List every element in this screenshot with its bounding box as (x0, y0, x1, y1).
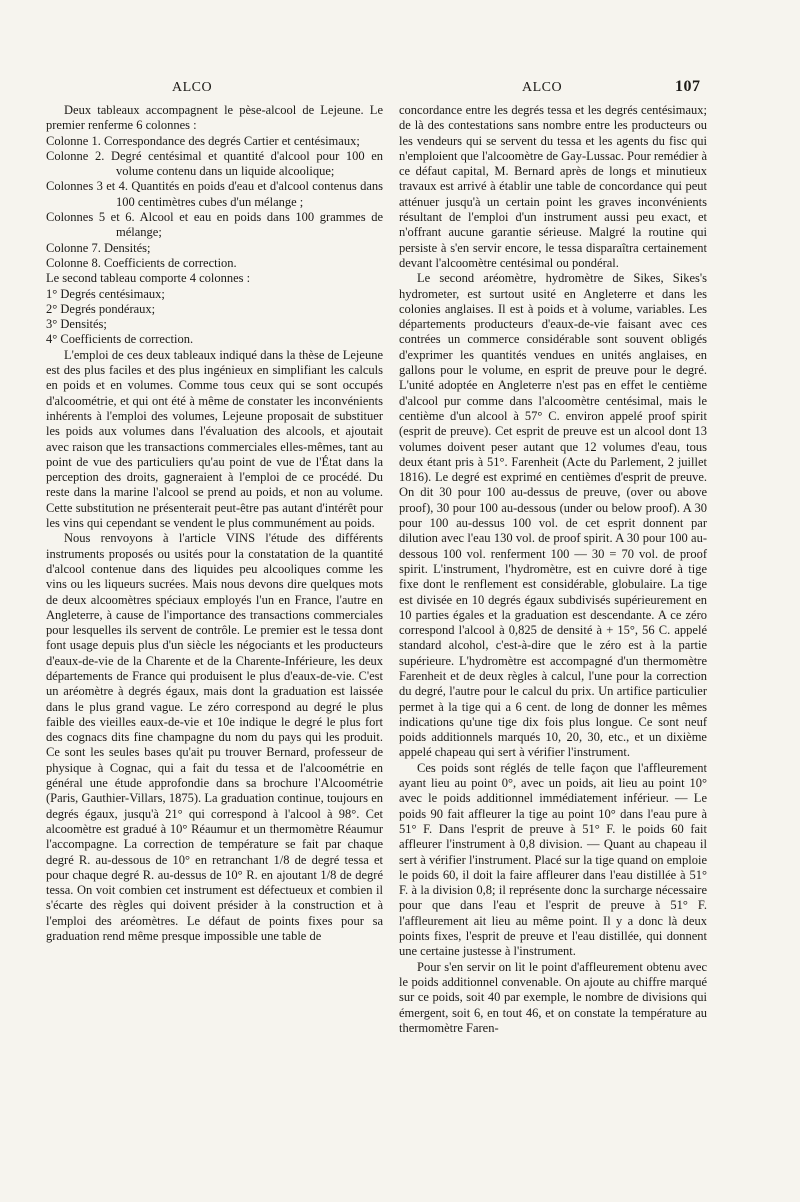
left-text-column (46, 103, 383, 944)
paragraph: 3° Densités; (46, 317, 107, 332)
paragraph: Colonne 1. Correspondance des degrés Cartier et centésimaux; (46, 133, 360, 148)
paragraph: 4° Coefficients de correction. (46, 332, 194, 347)
paragraph: 2° Degrés pondéraux; (46, 301, 156, 316)
paragraph: Ces poids sont réglés de telle façon que l'affleurement ayant lieu au point 0°, avec un poids, ait lieu au point 10° avec le poids additionnel immédiatement inférieur. — Le poids 90 fait affleurer la tige au point 10° dans l'eau pure à 51° F. Dans l'esprit de preuve à 51° F. le poids 60 fait affleurer l'instrument à 0,8 division. — Quant au chapeau il sert à vérifier l'instrument. Placé sur la tige quand on emploie le poids 60, il doit la faire affleurer dans l'eau distillée à 51° F. à la division 0,8; il représente donc la surcharge nécessaire pour que dans l'eau et l'esprit de preuve à 51° F. l'affleurement ait lieu au même point. Il y a donc là deux points fixes, l'esprit de preuve et l'eau distillée, qui donnent une certaine justesse à l'instrument. (399, 760, 707, 959)
paragraph: L'emploi de ces deux tableaux indiqué dans la thèse de Lejeune est des plus faciles et des plus ingénieux en simplifiant les calculs en poids et en volumes. Comme tous ceux qui se sont occupés d'alcoométrie, et qui ont été à même de constater les inconvénients inhérents à l'emploi des volumes, Lejeune proposait de substituer les poids aux volumes dans l'évaluation des alcools, et ajoutait avec raison que les transactions commerciales elles-mêmes, tant au point de vue des particuliers qu'au point de vue de l'État dans la perception des droits, gagneraient à l'emploi de ce procédé. Du reste dans la marine l'alcool se prend au poids, et non au volume. Cette substitution ne présenterait peut-être pas autant d'intérêt pour les vins qui cependant se vendent le plus communément au poids. (46, 347, 383, 531)
paragraph: Colonnes 5 et 6. Alcool et eau en poids dans 100 grammes de mélange; (46, 210, 383, 240)
page-number: 107 (675, 78, 701, 95)
paragraph: Colonnes 3 et 4. Quantités en poids d'eau et d'alcool contenus dans 100 centimètres cubes d'un mélange ; (46, 179, 383, 209)
paragraph: Le second tableau comporte 4 colonnes : (46, 271, 251, 286)
paragraph: Pour s'en servir on lit le point d'affleurement obtenu avec le poids additionnel convenable. On ajoute au chiffre marqué sur ce poids, soit 40 par exemple, le nombre de divisions qui émergent, soit 6, en tout 46, et on constate la température au thermomètre Faren- (399, 959, 707, 1035)
paragraph: Colonne 8. Coefficients de correction. (46, 255, 237, 270)
running-head-left: ALCO (172, 80, 213, 95)
paragraph: 1° Degrés centésimaux; (46, 286, 165, 301)
paragraph: Le second aréomètre, hydromètre de Sikes, Sikes's hydrometer, est surtout usité en Angleterre et dans les colonies anglaises. Il est à poids et à volume, variables. Les départements producteurs d'eaux-de-vie faisant avec ces contrées un commerce considérable sont souvent obligés d'exprimer les quantités vendues en unités anglaises, en gallons pour le volume, en esprit de preuve pour le degré. L'unité adoptée en Angleterre n'est pas en effet le centième d'alcool pur comme dans l'alcoomètre centésimal, mais le centième d'un alcool à 57° C. environ appelé proof spirit (esprit de preuve). Cet esprit de preuve est un alcool dont 13 volumes doivent peser autant que 12 volumes d'eau, tous deux étant pris à 51°. Farenheit (Acte du Parlement, 2 juillet 1816). Le degré est exprimé en centièmes d'esprit de preuve. On dit 30 pour 100 au-dessus de preuve, (over ou above proof), 30 pour 100 au-dessous (under ou below proof). A 30 pour 100 au-dessus 100 vol. de cet esprit donnent par dilution avec l'eau 130 vol. de proof spirit. A 30 pour 100 au-dessous 100 vol. renferment 100 — 30 = 70 vol. de proof spirit. L'instrument, l'hydromètre, est en cuivre doré à tige fixe dont le renflement est considérable, globulaire. La tige est divisée en 10 degrés égaux subdivisés supérieurement en 10 parties égales et la graduation est descendante. A ce zéro correspond l'alcool à 0,825 de densité à + 15°, 56 C. appelé standard alcohol, c'est-à-dire que le zéro est à la partie supérieure. L'hydromètre est accompagné d'un thermomètre Farenheit et de deux règles à calcul, l'une pour la correction du degré, l'autre pour le calcul du prix. Un artifice particulier permet à la tige qui a 6 cent. de long de donner les mêmes indications qu'une tige dix fois plus longue. Ce sont neuf poids additionnels marqués 10, 20, 30, etc., et un dixième appelé chapeau qui sert à vérifier l'instrument. (399, 271, 707, 760)
paragraph: concordance entre les degrés tessa et les degrés centésimaux; de là des contestations sans nombre entre les producteurs ou les vendeurs qui se servent du tessa et les agents du fisc qui n'emploient que l'alcoomètre de Gay-Lussac. Pour remédier à ce défaut capital, M. Bernard après de longs et minutieux travaux est arrivé à établir une table de concordance qui peut atténuer jusqu'à un certain point les graves inconvénients résultant de l'emploi d'un instrument aussi peu exact, et n'offrant aucune garantie sérieuse. Malgré la routine qui persiste à s'en servir encore, le tessa disparaîtra certainement devant l'alcoomètre centésimal ou pondéral. (399, 103, 707, 270)
running-head-right: ALCO (522, 80, 563, 95)
paragraph: Colonne 7. Densités; (46, 240, 151, 255)
paragraph: Colonne 2. Degré centésimal et quantité d'alcool pour 100 en volume contenu dans un liquide alcoolique; (46, 148, 383, 179)
right-text-column (399, 103, 707, 1036)
paragraph: Nous renvoyons à l'article VINS l'étude des différents instruments proposés ou usités pour la constatation de la quantité d'alcool contenue dans des liquides peu alcooliques comme les vins ou les liqueurs sucrées. Mais nous devons dire quelques mots de deux alcoomètres spéciaux employés l'un en France, l'autre en Angleterre, à cause de l'importance des transactions commerciales pour lesquelles ils servent de contrôle. Le premier est le tessa dont font usage depuis plus d'un siècle les négociants et les producteurs d'eaux-de-vie de la Charente et de la Charente-Inférieure, les deux départements de France qui produisent le plus d'eaux-de-vie. C'est un aréomètre à degrés égaux, mais dont la graduation est laissée dans le plus grand vague. Le zéro correspond au degré le plus faible des vieilles eaux-de-vie et 10e indique le degré le plus fort des cognacs dits fine champagne du nom du pays qui les produit. Ce sont les seules bases qu'ait pu trouver Bernard, professeur de physique à Cognac, qui a fait du tessa et de l'alcoométrie en général une étude approfondie dans sa brochure l'Alcoométrie (Paris, Gauthier-Villars, 1875). La graduation continue, toujours en degrés égaux, jusqu'à 21° qui correspond à l'alcool à 98°. Cet alcoomètre est gradué à 10° Réaumur et un thermomètre Réaumur l'accompagne. La correction de température se fait par chaque degré R. au-dessous de 10° en retranchant 1/8 de degré tessa et pour chaque degré R. au-dessus de 10° R. en ajoutant 1/8 de degré tessa. On voit combien cet instrument est défectueux et combien il s'écarte des règles qui doivent présider à la construction et à l'emploi des aréomètres. Le défaut de points fixes pour sa graduation rend même presque impossible une table de (46, 531, 383, 944)
paragraph: Deux tableaux accompagnent le pèse-alcool de Lejeune. Le premier renferme 6 colonnes : (46, 103, 383, 133)
